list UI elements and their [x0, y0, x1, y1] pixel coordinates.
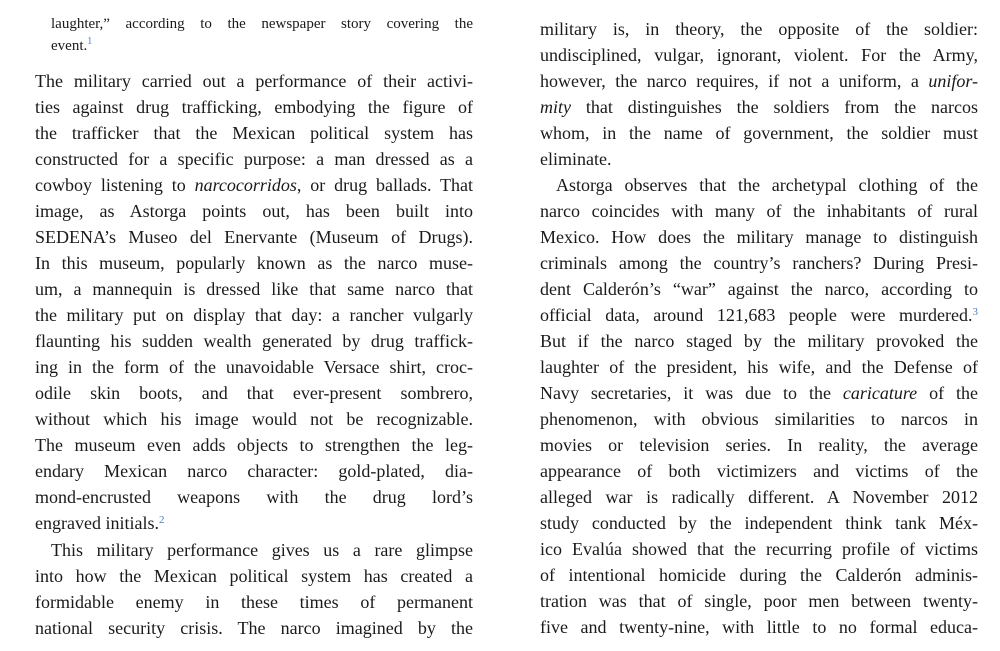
emphasis: caricature — [842, 383, 918, 403]
text-line: The museum even adds objects to strengthen the leg- — [35, 435, 473, 455]
text-line: military is, in theory, the opposite of the soldier: — [540, 19, 978, 39]
emphasis: unifor- — [928, 71, 978, 91]
text-line: movies or television series. In reality, the average — [540, 435, 978, 455]
footnote-ref[interactable]: 1 — [87, 36, 93, 47]
emphasis: narcocorridos — [194, 175, 297, 195]
text-line: The military carried out a performance of their activi- — [35, 71, 473, 91]
text-line: Navy secretaries, it was due to the caricature of the — [540, 383, 978, 403]
quote-line: laughter,” according to the newspaper story covering the — [51, 16, 473, 32]
text-line: laughter of the president, his wife, and the Defense of — [540, 357, 978, 377]
text-line: image, as Astorga points out, has been built into — [35, 201, 473, 221]
text-line: endary Mexican narco character: gold-plated, dia- — [35, 461, 473, 481]
text-line: mond-encrusted weapons with the drug lord’s — [35, 487, 473, 507]
text-line: ties against drug trafficking, embodying the figure of — [35, 97, 473, 117]
text-line: without which his image would not be recognizable. — [35, 409, 473, 429]
text-line: narco coincides with many of the inhabitants of rural — [540, 201, 978, 221]
text-line: the trafficker that the Mexican political system has — [35, 123, 473, 143]
text-line: um, a mannequin is dressed like that same narco that — [35, 279, 473, 299]
text-line: In this museum, popularly known as the narco muse- — [35, 253, 473, 273]
text-line: flaunting his sudden wealth generated by drug traffick- — [35, 331, 473, 351]
text-line: five and twenty-nine, with little to no formal educa- — [540, 617, 978, 637]
text-line: criminals among the country’s ranchers? During Presi- — [540, 253, 978, 273]
text-line: national security crisis. The narco imagined by the — [35, 618, 473, 638]
text-line: however, the narco requires, if not a uniform, a unifor- — [540, 71, 978, 91]
text-line: Mexico. How does the military manage to distinguish — [540, 227, 978, 247]
text-line: into how the Mexican political system has created a — [35, 566, 473, 586]
text-line: tration was that of single, poor men between twenty- — [540, 591, 978, 611]
text-line: This military performance gives us a rare glimpse — [51, 540, 473, 560]
emphasis: mity — [540, 97, 571, 117]
text-line: SEDENA’s Museo del Enervante (Museum of Drugs). — [35, 227, 473, 247]
text-line: dent Calderón’s “war” against the narco, according to — [540, 279, 978, 299]
text-line: eliminate. — [540, 149, 612, 169]
text-line: study conducted by the independent think tank Méx- — [540, 513, 978, 533]
text-line: the military put on display that day: a rancher vulgarly — [35, 305, 473, 325]
text-line: But if the narco staged by the military provoked the — [540, 331, 978, 351]
text-line: formidable enemy in these times of permanent — [35, 592, 473, 612]
footnote-ref[interactable]: 2 — [158, 514, 165, 526]
text-line: phenomenon, with obvious similarities to narcos in — [540, 409, 978, 429]
footnote-ref[interactable]: 3 — [972, 306, 978, 318]
quote-line: event.$^1$ — [51, 36, 93, 54]
text-line: ico Evalúa showed that the recurring profile of victims — [540, 539, 978, 559]
text-line: whom, in the name of government, the soldier must — [540, 123, 978, 143]
text-line: official data, around 121,683 people were murdered.$^3$ — [540, 305, 978, 325]
text-line: mity that distinguishes the soldiers from the narcos — [540, 97, 978, 117]
text-line: odile skin boots, and that ever-present sombrero, — [35, 383, 473, 403]
text-line: engraved initials.$^2$ — [35, 513, 165, 533]
text-line: undisciplined, vulgar, ignorant, violent. For the Army, — [540, 45, 978, 65]
text-line: of intentional homicide during the Calderón adminis- — [540, 565, 978, 585]
text-line: alleged war is radically different. A November 2012 — [540, 487, 978, 507]
text-line: cowboy listening to narcocorridos, or drug ballads. That — [35, 175, 473, 195]
text-line: Astorga observes that the archetypal clothing of the — [556, 175, 978, 195]
text-line: constructed for a specific purpose: a man dressed as a — [35, 149, 473, 169]
text-line: ing in the form of the unavoidable Versace shirt, croc- — [35, 357, 473, 377]
text-line: appearance of both victimizers and victims of the — [540, 461, 978, 481]
